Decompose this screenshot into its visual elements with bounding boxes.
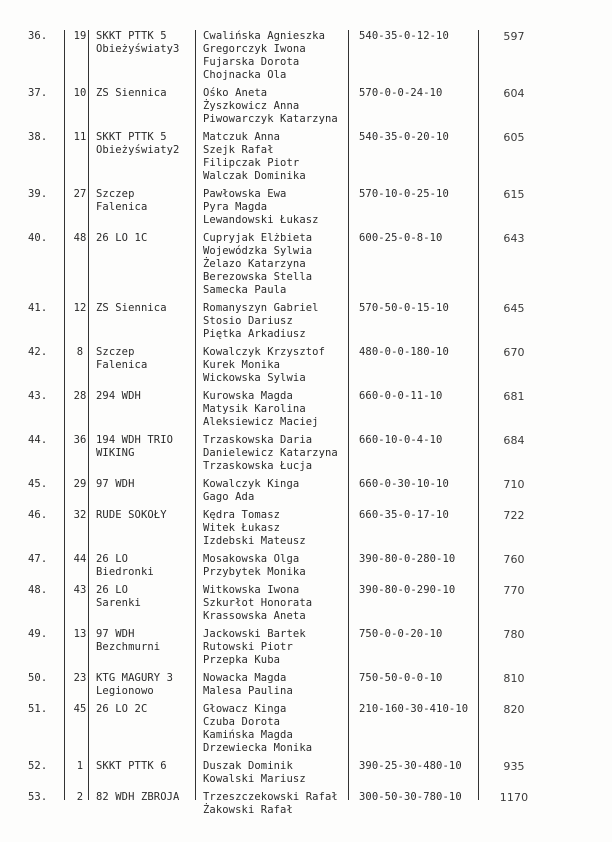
table-row	[22, 579, 539, 623]
total-score: 810	[503, 672, 525, 685]
rank-cell	[22, 297, 68, 341]
total-cell	[489, 698, 539, 755]
member-name: Krassowska Aneta	[203, 610, 306, 622]
points-breakdown-cell	[355, 548, 489, 579]
points-breakdown-cell	[355, 227, 489, 297]
points-breakdown-cell	[355, 385, 489, 429]
total-score: 615	[503, 188, 525, 201]
total-cell	[489, 579, 539, 623]
member-name: Pawłowska Ewa	[203, 188, 287, 200]
table-row	[22, 341, 539, 385]
team-cell	[92, 473, 200, 504]
team-cell	[92, 755, 200, 786]
start-number-cell	[68, 786, 92, 817]
member-name: Drzewiecka Monika	[203, 742, 313, 754]
start-number-cell	[68, 82, 92, 126]
member-name: Izdebski Mateusz	[203, 535, 306, 547]
members-cell	[200, 82, 355, 126]
total-score: 670	[503, 346, 525, 359]
points-breakdown: 390-80-0-290-10	[359, 584, 456, 596]
table-row	[22, 667, 539, 698]
points-breakdown: 660-0-0-11-10	[359, 390, 443, 402]
rank-number: 38.	[28, 131, 48, 143]
start-number: 43	[73, 584, 87, 596]
member-name: Matczuk Anna	[203, 131, 281, 143]
start-number: 27	[73, 188, 87, 200]
start-number-cell	[68, 473, 92, 504]
start-number: 10	[73, 87, 87, 99]
member-name: Witek Łukasz	[203, 522, 281, 534]
total-cell	[489, 786, 539, 817]
member-name: Trzaskowska Łucja	[203, 460, 313, 472]
rank-cell	[22, 504, 68, 548]
total-cell	[489, 385, 539, 429]
members-cell	[200, 126, 355, 183]
rank-cell	[22, 385, 68, 429]
total-score: 820	[503, 703, 525, 716]
total-score: 604	[503, 87, 525, 100]
rank-cell	[22, 227, 68, 297]
members-cell	[200, 755, 355, 786]
rank-number: 42.	[28, 346, 48, 358]
member-name: Szkurłot Honorata	[203, 597, 313, 609]
member-name: Walczak Dominika	[203, 170, 306, 182]
points-breakdown: 480-0-0-180-10	[359, 346, 449, 358]
rank-cell	[22, 548, 68, 579]
team-name-line: 26 LO	[96, 584, 129, 596]
member-name: Kędra Tomasz	[203, 509, 281, 521]
table-row	[22, 183, 539, 227]
members-cell	[200, 385, 355, 429]
points-breakdown-cell	[355, 341, 489, 385]
member-name: Żakowski Rafał	[203, 804, 293, 816]
points-breakdown-cell	[355, 30, 489, 82]
points-breakdown: 750-0-0-20-10	[359, 628, 443, 640]
member-name: Nowacka Magda	[203, 672, 287, 684]
member-name: Żyszkowicz Anna	[203, 100, 300, 112]
rank-cell	[22, 429, 68, 473]
total-score: 605	[503, 131, 525, 144]
points-breakdown: 660-35-0-17-10	[359, 509, 449, 521]
team-name-line: ZS Siennica	[96, 87, 167, 99]
total-cell	[489, 623, 539, 667]
rank-cell	[22, 473, 68, 504]
points-breakdown: 570-0-0-24-10	[359, 87, 443, 99]
points-breakdown-cell	[355, 698, 489, 755]
member-name: Przepka Kuba	[203, 654, 281, 666]
team-cell	[92, 227, 200, 297]
members-cell	[200, 698, 355, 755]
member-name: Wickowska Sylwia	[203, 372, 306, 384]
start-number: 23	[73, 672, 87, 684]
team-cell	[92, 579, 200, 623]
table-row	[22, 548, 539, 579]
total-score: 645	[503, 302, 525, 315]
team-name-line: ZS Siennica	[96, 302, 167, 314]
member-name: Danielewicz Katarzyna	[203, 447, 338, 459]
rank-cell	[22, 183, 68, 227]
points-breakdown-cell	[355, 429, 489, 473]
members-cell	[200, 548, 355, 579]
start-number-cell	[68, 504, 92, 548]
team-cell	[92, 82, 200, 126]
start-number-cell	[68, 698, 92, 755]
total-score: 935	[503, 760, 525, 773]
total-cell	[489, 297, 539, 341]
team-name-line: Bezchmurni	[96, 641, 161, 653]
start-number: 2	[76, 791, 84, 803]
team-name-line: 294 WDH	[96, 390, 141, 402]
member-name: Wojewódzka Sylwia	[203, 245, 313, 257]
team-cell	[92, 623, 200, 667]
start-number: 29	[73, 478, 87, 490]
team-cell	[92, 30, 200, 82]
points-breakdown-cell	[355, 755, 489, 786]
members-cell	[200, 227, 355, 297]
total-score: 760	[503, 553, 525, 566]
table-row	[22, 623, 539, 667]
table-row	[22, 126, 539, 183]
total-score: 597	[503, 30, 525, 43]
member-name: Stosio Dariusz	[203, 315, 293, 327]
team-name-line: 97 WDH	[96, 628, 135, 640]
member-name: Matysik Karolina	[203, 403, 306, 415]
members-cell	[200, 504, 355, 548]
start-number-cell	[68, 297, 92, 341]
start-number: 36	[73, 434, 87, 446]
total-score: 643	[503, 232, 525, 245]
team-name-line: Falenica	[96, 359, 148, 371]
members-cell	[200, 429, 355, 473]
rank-cell	[22, 786, 68, 817]
start-number: 44	[73, 553, 87, 565]
points-breakdown: 570-50-0-15-10	[359, 302, 449, 314]
points-breakdown: 570-10-0-25-10	[359, 188, 449, 200]
start-number: 32	[73, 509, 87, 521]
points-breakdown: 750-50-0-0-10	[359, 672, 443, 684]
start-number: 28	[73, 390, 87, 402]
table-row	[22, 473, 539, 504]
member-name: Lewandowski Łukasz	[203, 214, 319, 226]
rank-cell	[22, 341, 68, 385]
member-name: Fujarska Dorota	[203, 56, 300, 68]
results-table	[22, 30, 539, 817]
member-name: Czuba Dorota	[203, 716, 281, 728]
total-cell	[489, 429, 539, 473]
team-name-line: Falenica	[96, 201, 148, 213]
table-row	[22, 30, 539, 82]
table-row	[22, 385, 539, 429]
team-name-line: SKKT PTTK 5	[96, 131, 167, 143]
rank-number: 47.	[28, 553, 48, 565]
total-cell	[489, 667, 539, 698]
total-score: 780	[503, 628, 525, 641]
table-row	[22, 429, 539, 473]
team-name-line: Legionowo	[96, 685, 154, 697]
team-cell	[92, 341, 200, 385]
total-cell	[489, 341, 539, 385]
member-name: Malesa Paulina	[203, 685, 293, 697]
total-score: 1170	[499, 791, 529, 804]
points-breakdown-cell	[355, 623, 489, 667]
rank-cell	[22, 698, 68, 755]
points-breakdown-cell	[355, 786, 489, 817]
total-score: 710	[503, 478, 525, 491]
team-cell	[92, 297, 200, 341]
member-name: Trzeszczekowski Rafał	[203, 791, 338, 803]
total-score: 770	[503, 584, 525, 597]
start-number-cell	[68, 183, 92, 227]
points-breakdown: 210-160-30-410-10	[359, 703, 469, 715]
rank-cell	[22, 82, 68, 126]
total-cell	[489, 548, 539, 579]
team-cell	[92, 385, 200, 429]
rank-cell	[22, 623, 68, 667]
table-row	[22, 227, 539, 297]
team-name-line: 26 LO 1C	[96, 232, 148, 244]
members-cell	[200, 297, 355, 341]
member-name: Gago Ada	[203, 491, 255, 503]
total-score: 684	[503, 434, 525, 447]
points-breakdown-cell	[355, 297, 489, 341]
team-cell	[92, 429, 200, 473]
rank-number: 52.	[28, 760, 48, 772]
team-name-line: KTG MAGURY 3	[96, 672, 174, 684]
table-row	[22, 698, 539, 755]
start-number-cell	[68, 548, 92, 579]
team-name-line: WIKING	[96, 447, 135, 459]
team-cell	[92, 548, 200, 579]
rank-number: 45.	[28, 478, 48, 490]
start-number: 8	[76, 346, 84, 358]
start-number-cell	[68, 429, 92, 473]
rank-number: 53.	[28, 791, 48, 803]
rank-number: 41.	[28, 302, 48, 314]
table-row	[22, 297, 539, 341]
total-cell	[489, 183, 539, 227]
points-breakdown-cell	[355, 667, 489, 698]
start-number: 48	[73, 232, 87, 244]
rank-number: 39.	[28, 188, 48, 200]
member-name: Samecka Paula	[203, 284, 287, 296]
points-breakdown-cell	[355, 579, 489, 623]
total-cell	[489, 227, 539, 297]
points-breakdown-cell	[355, 473, 489, 504]
start-number-cell	[68, 385, 92, 429]
rank-cell	[22, 667, 68, 698]
member-name: Kurowska Magda	[203, 390, 293, 402]
members-cell	[200, 667, 355, 698]
team-name-line: 26 LO 2C	[96, 703, 148, 715]
team-cell	[92, 667, 200, 698]
points-breakdown: 600-25-0-8-10	[359, 232, 443, 244]
members-cell	[200, 341, 355, 385]
member-name: Berezowska Stella	[203, 271, 313, 283]
start-number: 13	[73, 628, 87, 640]
start-number-cell	[68, 341, 92, 385]
member-name: Głowacz Kinga	[203, 703, 287, 715]
member-name: Rutowski Piotr	[203, 641, 293, 653]
results-table-body	[22, 30, 539, 817]
table-row	[22, 755, 539, 786]
team-name-line: 194 WDH TRIO	[96, 434, 174, 446]
rank-number: 48.	[28, 584, 48, 596]
member-name: Gregorczyk Iwona	[203, 43, 306, 55]
member-name: Duszak Dominik	[203, 760, 293, 772]
members-cell	[200, 473, 355, 504]
table-row	[22, 504, 539, 548]
total-cell	[489, 473, 539, 504]
start-number-cell	[68, 667, 92, 698]
start-number: 19	[73, 30, 87, 42]
total-cell	[489, 755, 539, 786]
start-number: 11	[73, 131, 87, 143]
member-name: Mosakowska Olga	[203, 553, 300, 565]
members-cell	[200, 579, 355, 623]
member-name: Żelazo Katarzyna	[203, 258, 306, 270]
team-cell	[92, 698, 200, 755]
team-name-line: Obieżyświaty2	[96, 144, 180, 156]
members-cell	[200, 786, 355, 817]
team-name-line: SKKT PTTK 5	[96, 30, 167, 42]
total-score: 722	[503, 509, 525, 522]
rank-cell	[22, 126, 68, 183]
start-number-cell	[68, 623, 92, 667]
member-name: Chojnacka Ola	[203, 69, 287, 81]
rank-cell	[22, 30, 68, 82]
team-name-line: Szczep	[96, 188, 135, 200]
start-number-cell	[68, 30, 92, 82]
member-name: Kamińska Magda	[203, 729, 293, 741]
points-breakdown: 660-0-30-10-10	[359, 478, 449, 490]
start-number: 45	[73, 703, 87, 715]
member-name: Szejk Rafał	[203, 144, 274, 156]
rank-cell	[22, 755, 68, 786]
member-name: Cwalińska Agnieszka	[203, 30, 326, 42]
team-name-line: SKKT PTTK 6	[96, 760, 167, 772]
points-breakdown-cell	[355, 183, 489, 227]
member-name: Kowalczyk Krzysztof	[203, 346, 326, 358]
points-breakdown: 390-25-30-480-10	[359, 760, 462, 772]
rank-number: 40.	[28, 232, 48, 244]
rank-cell	[22, 579, 68, 623]
member-name: Ośko Aneta	[203, 87, 268, 99]
start-number: 12	[73, 302, 87, 314]
member-name: Cupryjak Elżbieta	[203, 232, 313, 244]
member-name: Piwowarczyk Katarzyna	[203, 113, 338, 125]
rank-number: 43.	[28, 390, 48, 402]
total-cell	[489, 126, 539, 183]
member-name: Kowalczyk Kinga	[203, 478, 300, 490]
member-name: Przybytek Monika	[203, 566, 306, 578]
team-name-line: 82 WDH ZBROJA	[96, 791, 180, 803]
points-breakdown: 540-35-0-20-10	[359, 131, 449, 143]
rank-number: 51.	[28, 703, 48, 715]
table-row	[22, 786, 539, 817]
start-number-cell	[68, 126, 92, 183]
points-breakdown-cell	[355, 504, 489, 548]
table-row	[22, 82, 539, 126]
member-name: Romanyszyn Gabriel	[203, 302, 319, 314]
member-name: Kurek Monika	[203, 359, 281, 371]
points-breakdown: 540-35-0-12-10	[359, 30, 449, 42]
points-breakdown: 660-10-0-4-10	[359, 434, 443, 446]
team-cell	[92, 504, 200, 548]
team-name-line: 97 WDH	[96, 478, 135, 490]
points-breakdown-cell	[355, 126, 489, 183]
total-cell	[489, 82, 539, 126]
team-name-line: Sarenki	[96, 597, 141, 609]
members-cell	[200, 623, 355, 667]
team-name-line: RUDE SOKOŁY	[96, 509, 167, 521]
total-cell	[489, 30, 539, 82]
team-name-line: Obieżyświaty3	[96, 43, 180, 55]
member-name: Witkowska Iwona	[203, 584, 300, 596]
member-name: Jackowski Bartek	[203, 628, 306, 640]
rank-number: 36.	[28, 30, 48, 42]
rank-number: 49.	[28, 628, 48, 640]
team-name-line: Biedronki	[96, 566, 154, 578]
total-cell	[489, 504, 539, 548]
member-name: Trzaskowska Daria	[203, 434, 313, 446]
member-name: Filipczak Piotr	[203, 157, 300, 169]
rank-number: 44.	[28, 434, 48, 446]
members-cell	[200, 183, 355, 227]
points-breakdown-cell	[355, 82, 489, 126]
team-cell	[92, 183, 200, 227]
member-name: Pyra Magda	[203, 201, 268, 213]
member-name: Kowalski Mariusz	[203, 773, 306, 785]
member-name: Aleksiewicz Maciej	[203, 416, 319, 428]
points-breakdown: 300-50-30-780-10	[359, 791, 462, 803]
points-breakdown: 390-80-0-280-10	[359, 553, 456, 565]
team-name-line: Szczep	[96, 346, 135, 358]
member-name: Piętka Arkadiusz	[203, 328, 306, 340]
total-score: 681	[503, 390, 525, 403]
team-cell	[92, 126, 200, 183]
rank-number: 37.	[28, 87, 48, 99]
start-number-cell	[68, 227, 92, 297]
team-cell	[92, 786, 200, 817]
start-number-cell	[68, 579, 92, 623]
start-number-cell	[68, 755, 92, 786]
start-number: 1	[76, 760, 84, 772]
rank-number: 50.	[28, 672, 48, 684]
members-cell	[200, 30, 355, 82]
team-name-line: 26 LO	[96, 553, 129, 565]
rank-number: 46.	[28, 509, 48, 521]
